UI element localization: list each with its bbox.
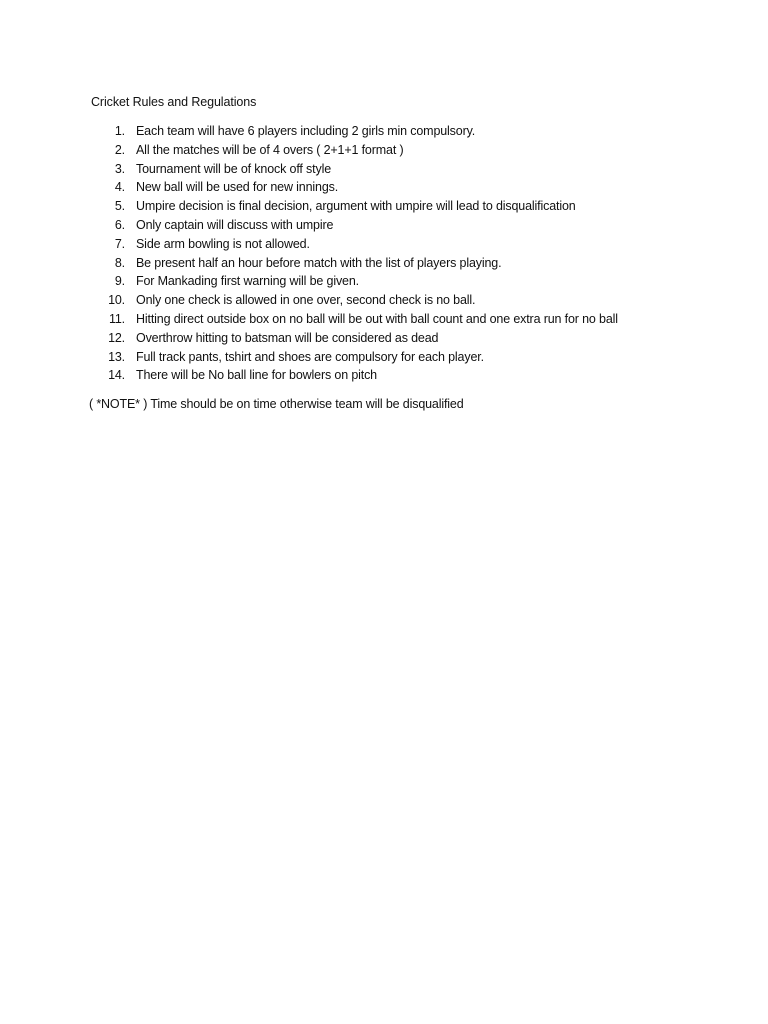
rule-text: New ball will be used for new innings. (136, 180, 339, 195)
disqualification-note: ( *NOTE* ) Time should be on time otherwise team will be disqualified (89, 397, 464, 411)
rule-number: 6. (114, 217, 125, 232)
rule-number: 1. (114, 124, 125, 138)
rule-number: 8. (114, 255, 125, 270)
rule-number: 10. (108, 293, 125, 308)
rule-text: All the matches will be of 4 overs ( 2+1+1 format ) (136, 142, 404, 157)
rule-text: Overthrow hitting to batsman will be considered as dead (136, 330, 439, 345)
document-title: Cricket Rules and Regulations (91, 95, 257, 109)
rule-text: Each team will have 6 players including 2 girls min compulsory. (136, 124, 476, 138)
rule-number: 4. (114, 180, 125, 195)
rule-text: Hitting direct outside box on no ball will be out with ball count and one extra run for no ball (136, 311, 618, 326)
rule-text: Only one check is allowed in one over, second check is no ball. (136, 293, 476, 308)
rule-number: 5. (114, 199, 125, 214)
rule-number: 13. (108, 349, 125, 364)
rule-text: Be present half an hour before match with the list of players playing. (136, 255, 502, 270)
rule-number: 2. (114, 142, 125, 157)
rule-number: 12. (108, 330, 125, 345)
rule-number: 14. (108, 368, 125, 383)
rule-text: There will be No ball line for bowlers on pitch (136, 368, 377, 383)
rule-text: Tournament will be of knock off style (136, 161, 332, 176)
rule-text: Umpire decision is final decision, argument with umpire will lead to disqualification (136, 199, 576, 214)
rule-number: 7. (114, 236, 125, 251)
rule-number: 3. (114, 161, 125, 176)
rule-number: 9. (114, 274, 125, 289)
rule-text: Full track pants, tshirt and shoes are compulsory for each player. (136, 349, 484, 364)
rule-number: 11. (109, 311, 125, 326)
rule-text: For Mankading first warning will be given. (136, 274, 359, 289)
rule-text: Side arm bowling is not allowed. (136, 236, 310, 251)
rule-text: Only captain will discuss with umpire (136, 217, 334, 232)
